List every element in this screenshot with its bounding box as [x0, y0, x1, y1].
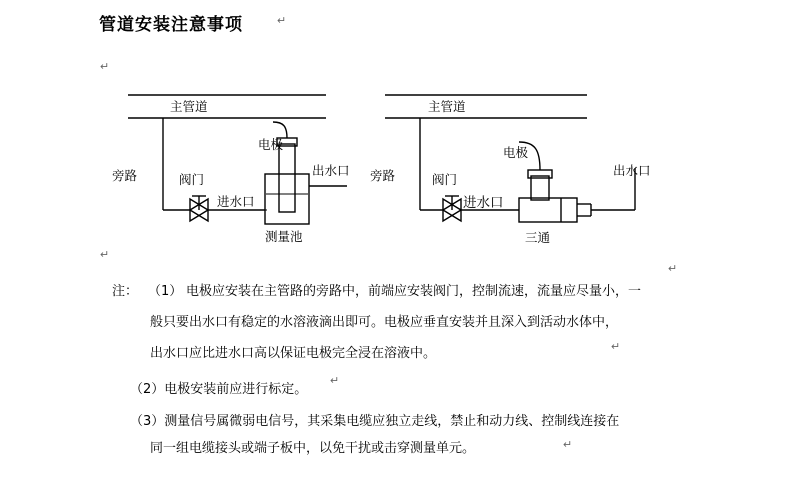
- note-marker-3: （3）: [130, 414, 165, 429]
- left-inlet-label: 进水口: [217, 194, 255, 209]
- paragraph-mark: ↵: [100, 61, 110, 73]
- note-3-text-1: 测量信号属微弱电信号，其采集电缆应独立走线，禁止和动力线、控制线连接在: [164, 414, 620, 429]
- left-bypass-label: 旁路: [112, 168, 138, 183]
- right-main-pipe-label: 主管道: [428, 99, 466, 114]
- page-title: 管道安装注意事项: [99, 15, 243, 35]
- paragraph-mark: ↵: [611, 341, 621, 353]
- note-item-2: [130, 376, 307, 403]
- right-electrode-body: [528, 170, 552, 200]
- note-marker-1: （1）: [148, 284, 183, 299]
- notes-prefix: 注：: [112, 284, 139, 299]
- right-inlet-label: 进水口: [463, 195, 504, 211]
- note-1-line-2: 般只要出水口有稳定的水溶液滴出即可。电极应垂直安装并且深入到活动水体中，: [150, 315, 619, 330]
- paragraph-mark: ↵: [100, 249, 110, 261]
- left-valve-label: 阀门: [179, 172, 205, 187]
- left-outlet-label: 出水口: [312, 163, 350, 178]
- right-tee-label: 三通: [525, 230, 551, 245]
- paragraph-mark: ↵: [563, 439, 573, 451]
- right-valve-label: 阀门: [432, 172, 458, 187]
- right-valve-symbol: [443, 196, 461, 221]
- paragraph-mark: ↵: [277, 15, 287, 27]
- paragraph-mark: ↵: [668, 263, 678, 275]
- note-1-line-3: 出水口应比进水口高以保证电极完全浸在溶液中。: [150, 346, 437, 361]
- left-cell-label: 测量池: [265, 229, 303, 244]
- left-electrode-label: 电极: [258, 137, 284, 152]
- right-bypass-label: 旁路: [370, 168, 396, 183]
- left-valve-symbol: [190, 196, 208, 221]
- right-outlet-label: 出水口: [613, 163, 651, 178]
- left-main-pipe: [128, 95, 326, 118]
- note-3-line-1: [130, 408, 700, 435]
- note-3-line-2: 同一组电缆接头或端子板中，以免干扰或击穿测量单元。: [150, 441, 476, 456]
- paragraph-mark: ↵: [330, 375, 340, 387]
- right-electrode-label: 电极: [503, 145, 529, 160]
- note-item-3: [130, 408, 700, 462]
- note-1-line-1: 电极应安装在主管路的旁路中，前端应安装阀门，控制流速，流量应尽量小，一: [186, 284, 642, 299]
- left-main-pipe-label: 主管道: [170, 99, 208, 114]
- installation-diagram: [95, 78, 695, 263]
- note-2-line-1: 电极安装前应进行标定。: [164, 382, 308, 397]
- right-main-pipe: [385, 95, 587, 118]
- right-tee-fitting: [519, 198, 591, 222]
- left-measuring-cell: [265, 174, 309, 224]
- note-marker-2: （2）: [130, 382, 165, 397]
